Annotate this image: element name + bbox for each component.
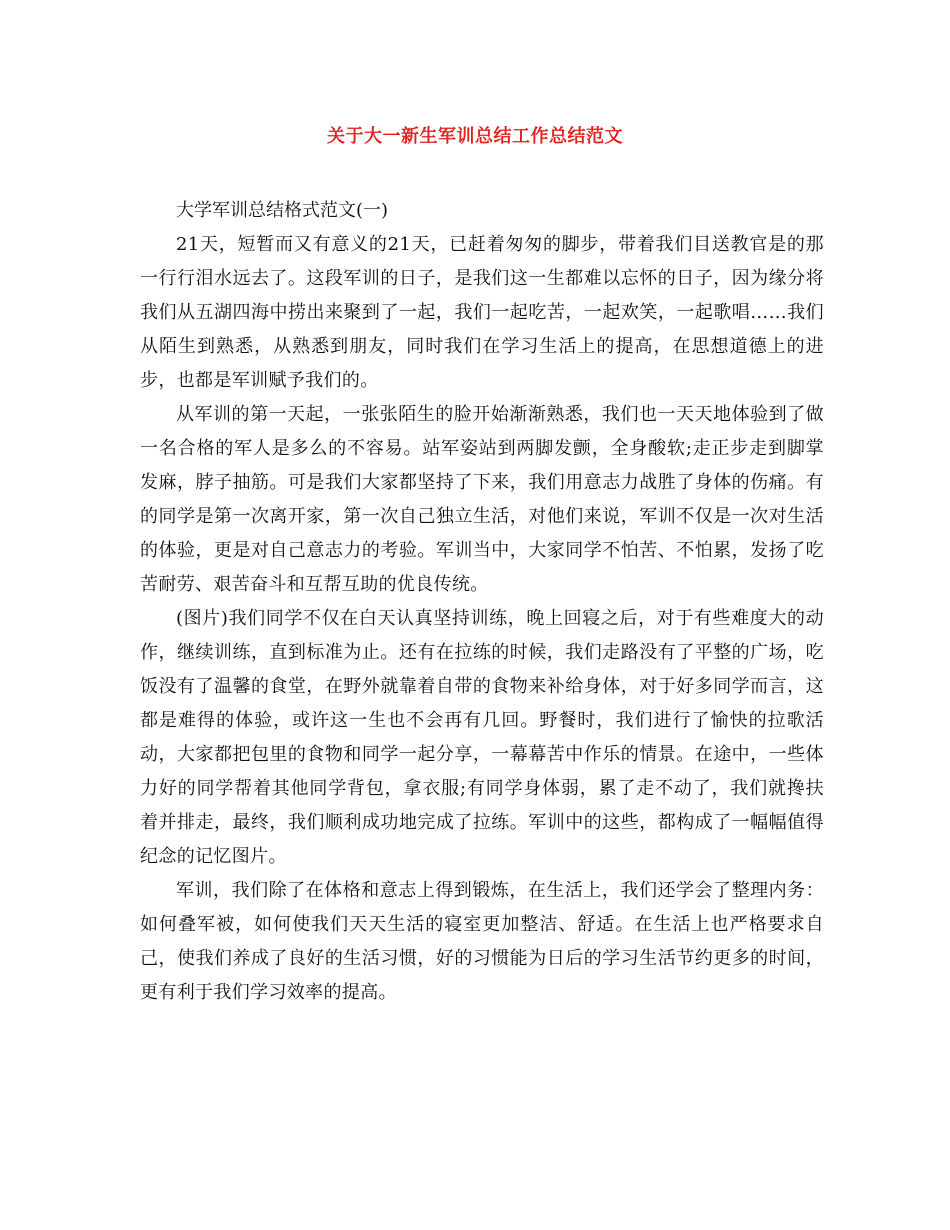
document-body [140, 194, 824, 1010]
paragraph-3: (图片)我们同学不仅在白天认真坚持训练，晚上回寝之后，对于有些难度大的动作，继续训练，直到标准为止。还有在拉练的时候，我们走路没有了平整的广场，吃饭没有了温馨的食堂，在野外就靠着自带的食物来补给身体，对于好多同学而言，这都是难得的体验，或许这一生也不会再有几回。野餐时，我们进行了愉快的拉歌活动，大家都把包里的食物和同学一起分享，一幕幕苦中作乐的情景。在途中，一些体力好的同学帮着其他同学背包，拿衣服;有同学身体弱，累了走不动了，我们就搀扶着并排走，最终，我们顺利成功地完成了拉练。军训中的这些，都构成了一幅幅值得纪念的记忆图片。 [140, 608, 824, 867]
paragraph-2: 从军训的第一天起，一张张陌生的脸开始渐渐熟悉，我们也一天天地体验到了做一名合格的军人是多么的不容易。站军姿站到两脚发颤，全身酸软;走正步走到脚掌发麻，脖子抽筋。可是我们大家都坚持了下来，我们用意志力战胜了身体的伤痛。有的同学是第一次离开家，第一次自己独立生活，对他们来说，军训不仅是一次对生活的体验，更是对自己意志力的考验。军训当中，大家同学不怕苦、不怕累，发扬了吃苦耐劳、艰苦奋斗和互帮互助的优良传统。 [140, 404, 824, 595]
document-title: 关于大一新生军训总结工作总结范文 [327, 126, 623, 147]
section-subheading: 大学军训总结格式范文(一) [176, 200, 389, 221]
paragraph-4: 军训，我们除了在体格和意志上得到锻炼，在生活上，我们还学会了整理内务：如何叠军被，如何使我们天天生活的寝室更加整洁、舒适。在生活上也严格要求自己，使我们养成了良好的生活习惯，好的习惯能为日后的学习生活节约更多的时间，更有利于我们学习效率的提高。 [140, 880, 824, 1003]
paragraph-1: 21天，短暂而又有意义的21天，已赶着匆匆的脚步，带着我们目送教官是的那一行行泪水远去了。这段军训的日子，是我们这一生都难以忘怀的日子，因为缘分将我们从五湖四海中捞出来聚到了一起，我们一起吃苦，一起欢笑，一起歌唱……我们从陌生到熟悉，从熟悉到朋友，同时我们在学习生活上的提高，在思想道德上的进步，也都是军训赋予我们的。 [140, 234, 824, 391]
